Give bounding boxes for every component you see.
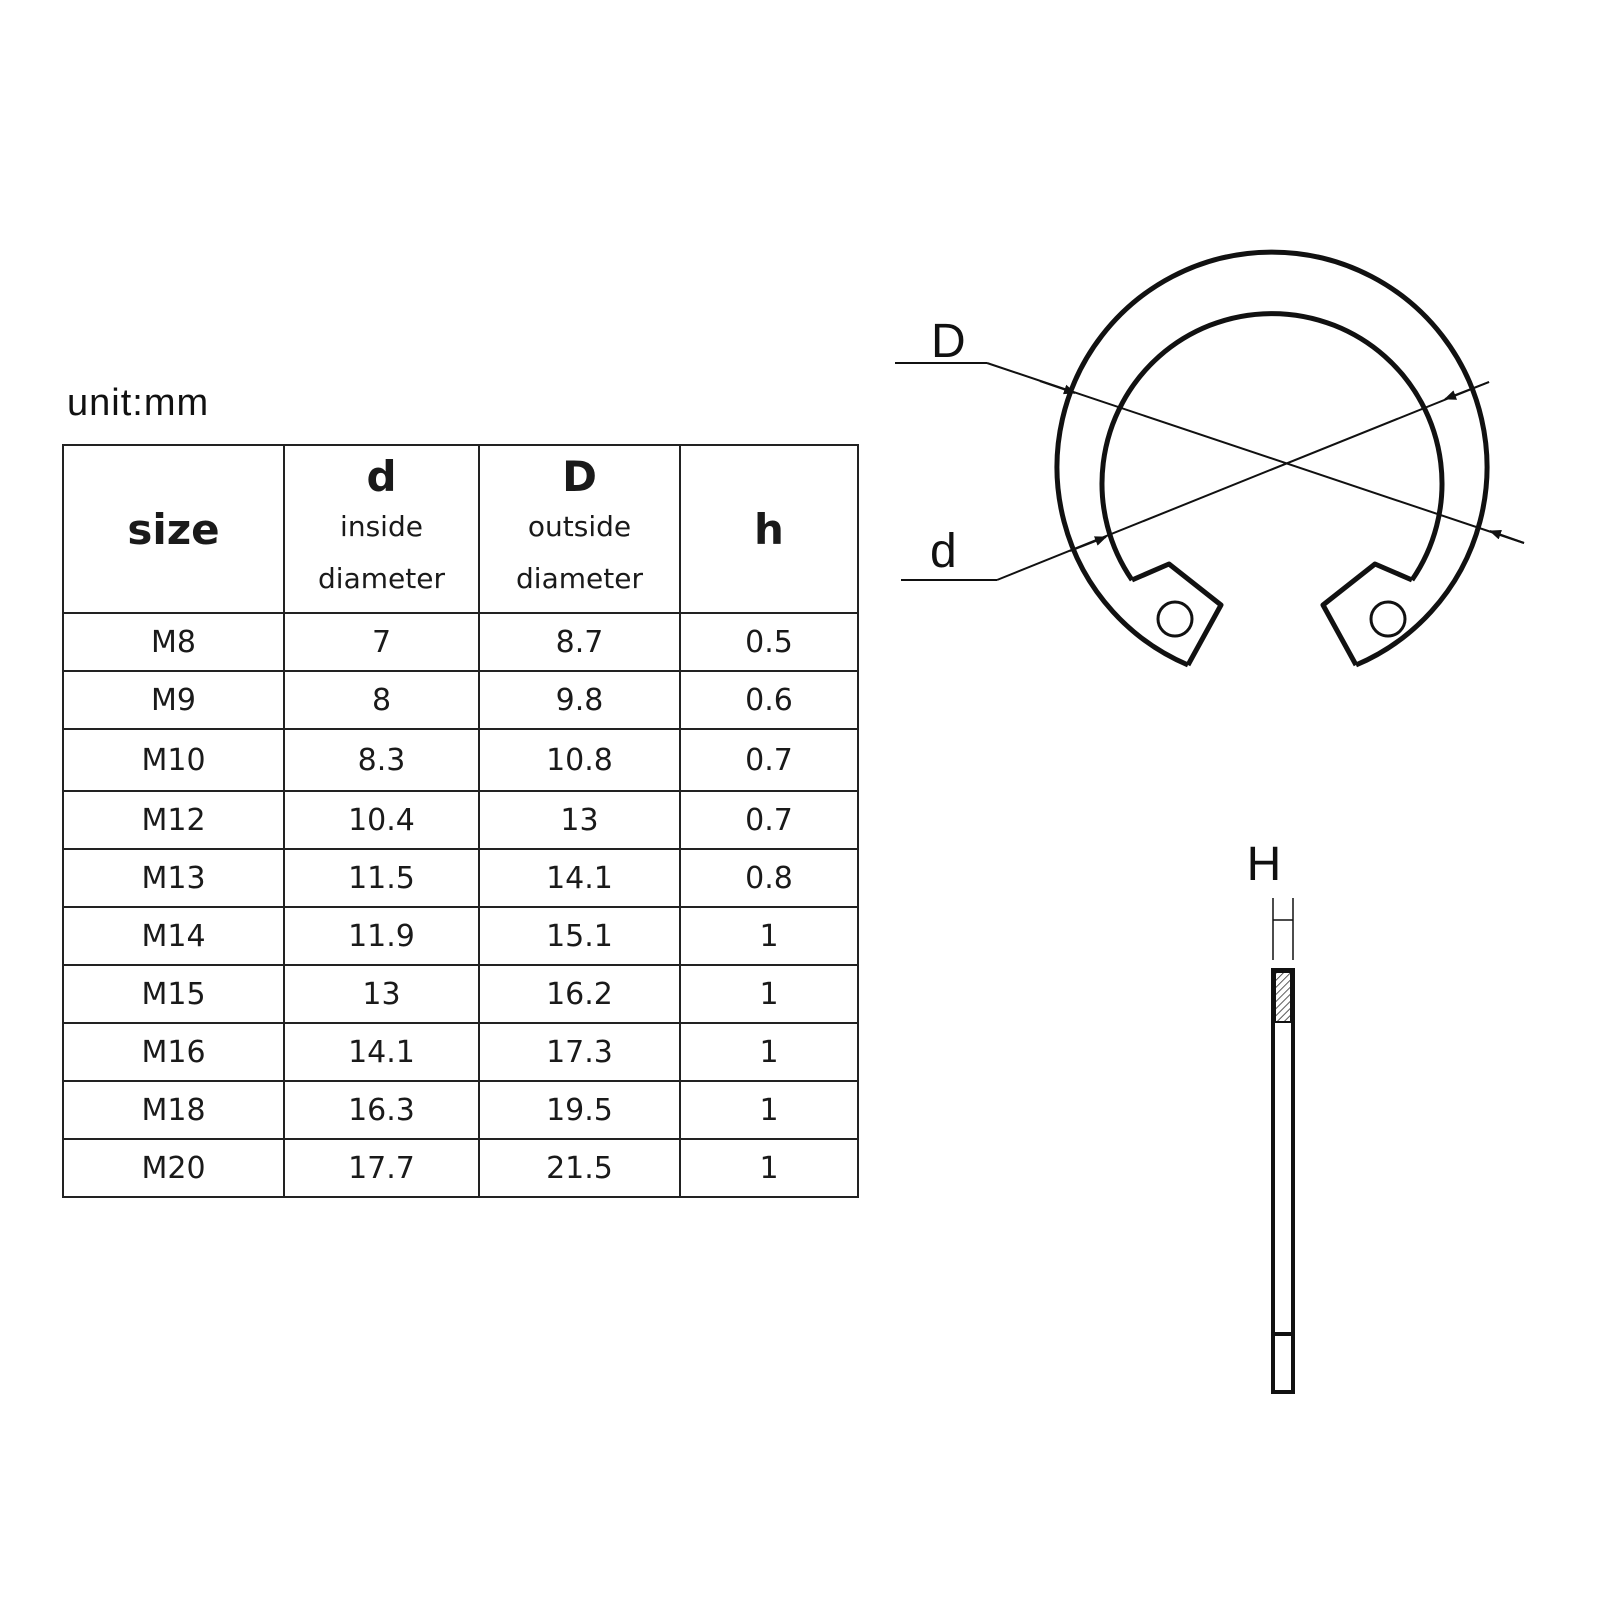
header-D-desc-1: outside <box>527 510 632 543</box>
label-D: D <box>931 315 966 368</box>
dimension-d-arrow-right <box>1445 382 1489 399</box>
side-view-section-hatch <box>1275 972 1291 1022</box>
cell-h: 1 <box>680 1139 858 1197</box>
header-D-desc-2: diameter <box>516 562 643 595</box>
cell-size: M18 <box>63 1081 284 1139</box>
header-h-label: h <box>754 504 784 554</box>
side-view-body <box>1273 970 1293 1392</box>
header-d-symbol: d <box>366 452 397 501</box>
header-d-desc-1: inside <box>340 510 423 543</box>
cell-D: 14.1 <box>479 849 680 907</box>
dimension-D <box>895 363 1524 543</box>
cell-D: 9.8 <box>479 671 680 729</box>
dimension-d <box>901 382 1489 580</box>
cell-size: M8 <box>63 613 284 671</box>
cell-d: 11.5 <box>284 849 479 907</box>
label-H: H <box>1246 838 1282 891</box>
cell-size: M15 <box>63 965 284 1023</box>
header-D-symbol: D <box>562 452 597 501</box>
side-view <box>1273 970 1293 1392</box>
cell-D: 16.2 <box>479 965 680 1023</box>
cell-size: M16 <box>63 1023 284 1081</box>
dimension-H <box>1273 898 1293 960</box>
cell-d: 8 <box>284 671 479 729</box>
cell-D: 13 <box>479 791 680 849</box>
cell-d: 8.3 <box>284 729 479 791</box>
cell-size: M14 <box>63 907 284 965</box>
cell-h: 0.7 <box>680 791 858 849</box>
cell-d: 7 <box>284 613 479 671</box>
label-d: d <box>930 525 957 578</box>
cell-h: 1 <box>680 907 858 965</box>
cell-size: M20 <box>63 1139 284 1197</box>
cell-h: 0.5 <box>680 613 858 671</box>
cell-D: 8.7 <box>479 613 680 671</box>
cell-D: 21.5 <box>479 1139 680 1197</box>
header-size-label: size <box>127 504 220 554</box>
cell-d: 13 <box>284 965 479 1023</box>
cell-h: 0.6 <box>680 671 858 729</box>
unit-label: unit:mm <box>67 382 210 424</box>
dimension-d-arrow-left <box>1070 537 1106 551</box>
cell-d: 10.4 <box>284 791 479 849</box>
dimension-D-arrow-right <box>1490 531 1524 543</box>
right-lug-hole-icon <box>1371 602 1405 636</box>
cell-size: M10 <box>63 729 284 791</box>
cell-h: 0.8 <box>680 849 858 907</box>
cell-h: 1 <box>680 1023 858 1081</box>
cell-size: M13 <box>63 849 284 907</box>
cell-size: M9 <box>63 671 284 729</box>
cell-h: 1 <box>680 1081 858 1139</box>
header-d-desc-2: diameter <box>318 562 445 595</box>
cell-d: 11.9 <box>284 907 479 965</box>
cell-size: M12 <box>63 791 284 849</box>
left-lug <box>1132 564 1221 665</box>
cell-d: 14.1 <box>284 1023 479 1081</box>
cell-D: 19.5 <box>479 1081 680 1139</box>
cell-D: 17.3 <box>479 1023 680 1081</box>
cell-h: 1 <box>680 965 858 1023</box>
cell-h: 0.7 <box>680 729 858 791</box>
cell-d: 17.7 <box>284 1139 479 1197</box>
cell-D: 15.1 <box>479 907 680 965</box>
left-lug-hole-icon <box>1158 602 1192 636</box>
ring-inner-edge <box>1102 314 1442 580</box>
cell-D: 10.8 <box>479 729 680 791</box>
cell-d: 16.3 <box>284 1081 479 1139</box>
right-lug <box>1323 564 1412 665</box>
